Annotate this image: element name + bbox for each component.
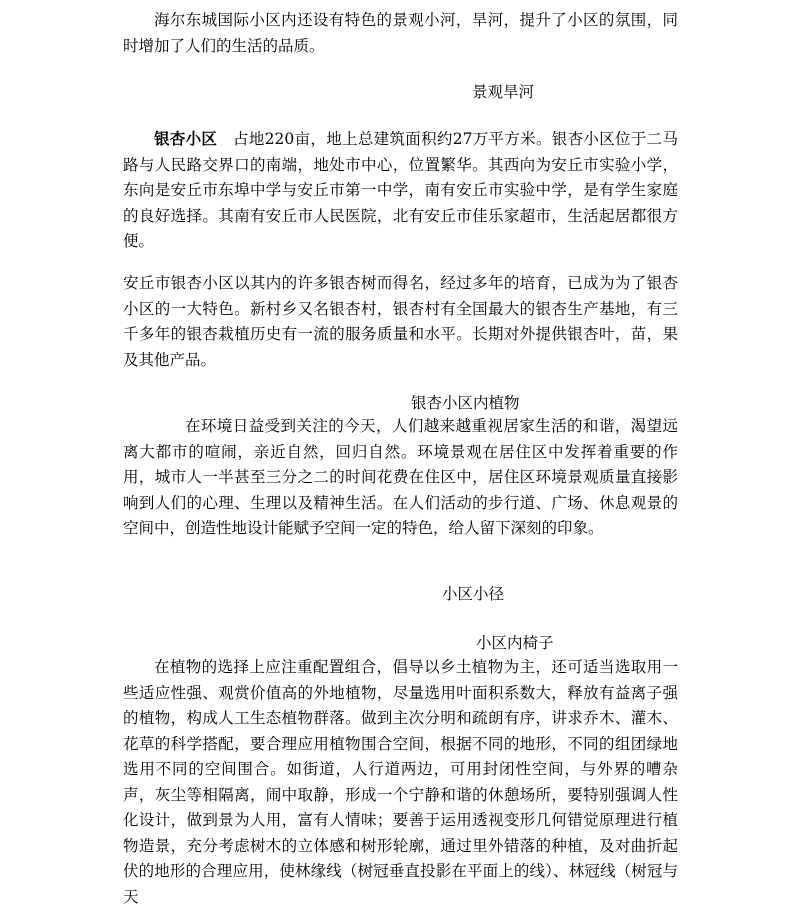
caption-chair: 小区内椅子 [476, 634, 554, 652]
ginkgo-intro-paragraph [123, 126, 678, 255]
plant-selection-paragraph: 在植物的选择上应注重配置组合，倡导以乡土植物为主，还可适当选取用一些适应性强、观赏价值高的外地植物，尽量选用叶面积系数大，释放有益离子强的植物，构成人工生态植物群落。做到主次分明和疏朗有序，讲求乔木、灌木、花草的科学搭配，要合理应用植物围合空间，根据不同的地形，不同的组团绿地选用不同的空间围合。如街道，人行道两边，可用封闭性空间，与外界的嘈杂声，灰尘等相隔离，闹中取静，形成一个宁静和谐的休憩场所，要特别强调人性化设计，做到景为人用，富有人情味；要善于运用透视变形几何错觉原理进行植物造景，充分考虑树木的立体感和树形轮廓，通过里外错落的种植，及对曲折起伏的地形的合理应用，使林缘线（树冠垂直投影在平面上的线）、林冠线（树冠与天 [123, 658, 678, 906]
environment-paragraph: 在环境日益受到关注的今天，人们越来越重视居家生活的和谐，渴望远离大都市的喧闹，亲近自然，回归自然。环境景观在居住区中发挥着重要的作用，城市人一半甚至三分之二的时间花费在住区中，居住区环境景观质量直接影响到人们的心理、生理以及精神生活。在人们活动的步行道、广场、休息观景的空间中，创造性地设计能赋予空间一定的特色，给人留下深刻的印象。 [123, 417, 678, 537]
ginkgo-label: 银杏小区 [154, 129, 218, 148]
caption-plants: 银杏小区内植物 [411, 394, 520, 412]
caption-dry-river: 景观旱河 [472, 83, 535, 101]
ginkgo-intro-body: 占地220亩，地上总建筑面积约27万平方米。银杏小区位于二马路与人民路交界口的南端，地处市中心，位置繁华。其西向为安丘市实验小学，东向是安丘市东埠中学与安丘市第一中学，南有安丘市实验中学，是有学生家庭的良好选择。其南有安丘市人民医院，北有安丘市佳乐家超市，生活起居都很方便。 [123, 130, 678, 250]
ginkgo-history-paragraph: 安丘市银杏小区以其内的许多银杏树而得名，经过多年的培育，已成为为了银杏小区的一大特色。新村乡又名银杏村，银杏村有全国最大的银杏生产基地，有三千多年的银杏栽植历史有一流的服务质量和水平。长期对外提供银杏叶，苗，果及其他产品。 [123, 274, 678, 369]
intro-paragraph: 海尔东城国际小区内还设有特色的景观小河，旱河，提升了小区的氛围，同时增加了人们的生活的品质。 [123, 11, 678, 55]
ginkgo-intro-text [217, 130, 233, 148]
caption-path: 小区小径 [442, 585, 505, 603]
